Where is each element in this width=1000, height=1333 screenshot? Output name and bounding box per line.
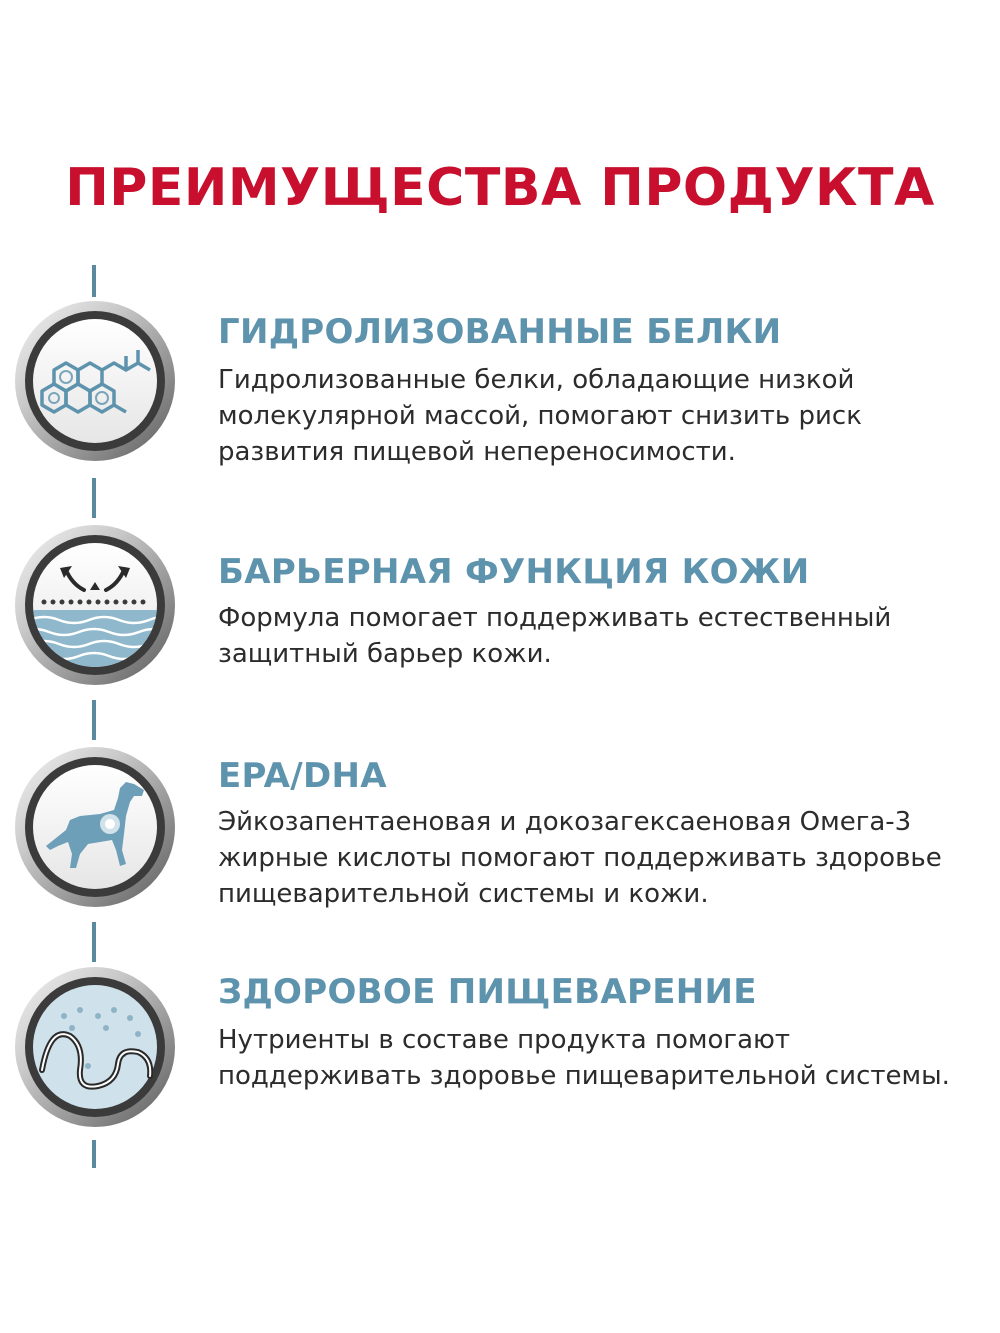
digestion-icon	[14, 966, 176, 1128]
timeline-line	[92, 478, 96, 518]
timeline-line	[92, 265, 96, 297]
dog-icon	[14, 746, 176, 908]
feature-text: Нутриенты в составе продукта помогают поддерживать здоровье пищеварительной системы.	[218, 1025, 950, 1091]
feature-text: Гидролизованные белки, обладающие низкой молекулярной массой, помогают снизить риск развития пищевой непереносимости.	[218, 365, 862, 467]
page-title: ПРЕИМУЩЕСТВА ПРОДУКТА	[65, 158, 935, 218]
timeline-line	[92, 700, 96, 740]
feature-heading: ГИДРОЛИЗОВАННЫЕ БЕЛКИ	[218, 312, 782, 352]
feature-text: Эйкозапентаеновая и докозагексаеновая Омега-3 жирные кислоты помогают поддерживать здоровье пищеварительной системы и кожи.	[218, 807, 942, 909]
timeline-line	[92, 1140, 96, 1168]
skin-barrier-icon	[14, 524, 176, 686]
feature-heading: БАРЬЕРНАЯ ФУНКЦИЯ КОЖИ	[218, 552, 810, 592]
timeline-line	[92, 922, 96, 962]
molecule-icon	[14, 300, 176, 462]
feature-heading: ЗДОРОВОЕ ПИЩЕВАРЕНИЕ	[218, 972, 757, 1012]
feature-text: Формула помогает поддерживать естественный защитный барьер кожи.	[218, 603, 892, 669]
feature-heading: EPA/DHA	[218, 756, 387, 796]
